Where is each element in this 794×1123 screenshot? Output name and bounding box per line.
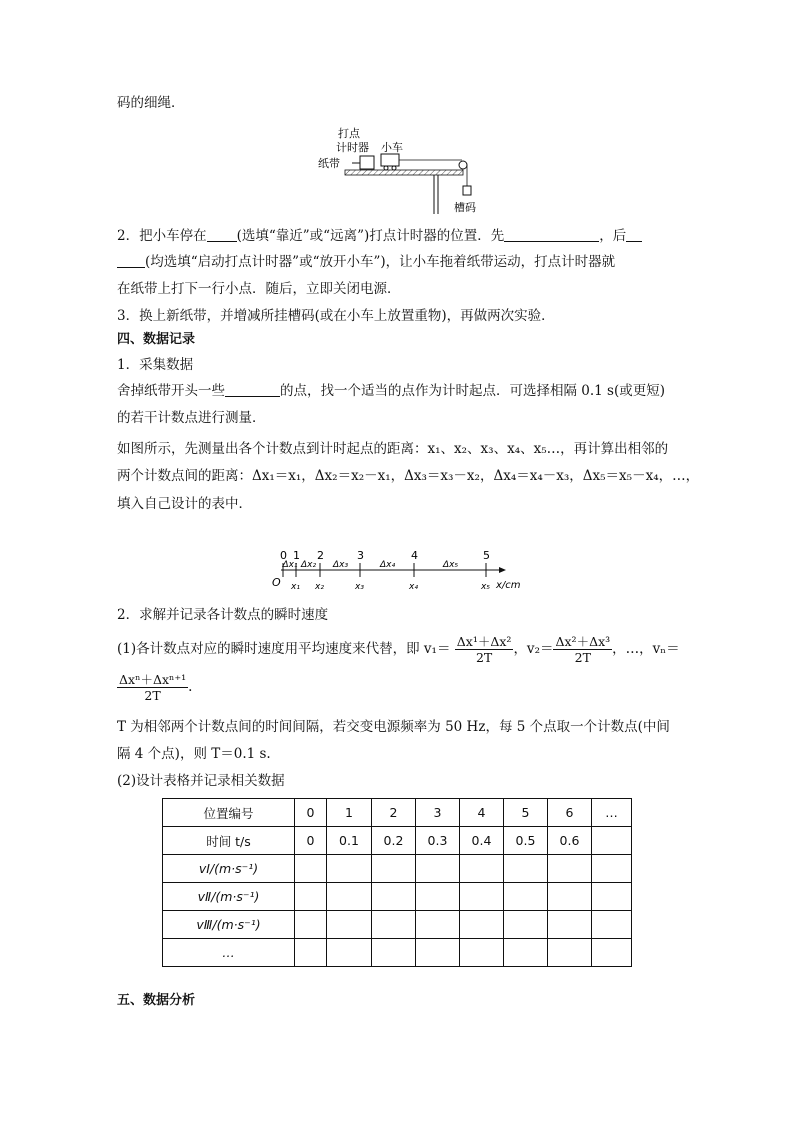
table-cell [327,883,372,911]
table-row [163,799,632,827]
table-cell [460,911,504,939]
count-point-label: 2 [317,549,324,562]
collect-line1: 舍掉纸带开头一些 的点，找一个适当的点作为计时起点．可选择相隔 0.1 s(或更短) [117,383,666,399]
table-cell [460,855,504,883]
collect-line5: 填入自己设计的表中． [117,496,252,512]
table-cell [372,911,416,939]
collect-line2: 的若干计数点进行测量． [117,410,266,426]
sub2-title: 2．求解并记录各计数点的瞬时速度 [117,607,329,623]
period-line2: 隔 4 个点)，则 T＝0.1 s. [117,746,271,762]
table-cell [592,883,632,911]
distance-label: x₃ [355,582,364,592]
cart [381,154,399,166]
table-cell [372,939,416,967]
row-header-cell: 位置编号 [163,799,295,827]
table-cell: 0.5 [504,827,548,855]
table-caption: (2)设计表格并记录相关数据 [117,773,285,789]
table-cell [592,827,632,855]
step2-line2: (均选填“启动打点计时器”或“放开小车”)，让小车拖着纸带运动，打点计时器就 [117,251,677,273]
intro-tail: 码的细绳． [117,95,185,111]
count-point-label: 0 [280,549,287,562]
interval-label: Δx₄ [380,560,396,570]
table-cell: 1 [327,799,372,827]
step2-line3: 在纸带上打下一行小点．随后，立即关闭电源． [117,281,401,297]
table-cell: 0.6 [548,827,592,855]
row-header-cell: … [163,939,295,967]
axis-label: x/cm [496,580,521,591]
table-cell [327,911,372,939]
table-cell [548,939,592,967]
weight [463,186,471,195]
table-cell [548,855,592,883]
table-cell [372,883,416,911]
distance-label: x₄ [409,582,418,592]
distance-label: x₂ [315,582,324,592]
table-cell [548,911,592,939]
table-cell: 0 [295,827,327,855]
row-header-cell: 时间 t/s [163,827,295,855]
period-line1: T 为相邻两个计数点间的时间间隔，若交变电源频率为 50 Hz，每 5 个点取一个计数点(中间 [117,719,670,735]
count-point-label: 4 [411,549,418,562]
collect-line4: 两个计数点间的距离：Δx₁＝x₁，Δx₂＝x₂－x₁，Δx₃＝x₃－x₂，Δx₄＝x₄－x₃，Δx₅＝x₅－x₄，…， [117,468,700,484]
track [345,170,463,175]
table-cell [295,855,327,883]
table-cell: 0.4 [460,827,504,855]
section4-title: 四、数据记录 [117,332,196,347]
table-cell [460,939,504,967]
table-row [163,827,632,855]
apparatus-diagram [0,118,794,218]
table-cell [504,939,548,967]
interval-label: Δx₃ [333,560,349,570]
table-cell [416,939,460,967]
cart-label: 小车 [381,141,403,154]
fraction-v2: $\frac{\text{Δx²＋Δx³}}{2T}$ [555,634,611,665]
table-cell [372,855,416,883]
table-cell [548,883,592,911]
table-cell: 4 [460,799,504,827]
row-header-cell: vⅡ/(m·s⁻¹) [163,883,295,911]
fraction-v1: $\frac{\text{Δx¹＋Δx²}}{2T}$ [456,634,512,665]
table-row [163,883,632,911]
count-point-label: 5 [483,549,490,562]
weight-label: 槽码 [454,201,476,214]
table-cell [327,855,372,883]
count-point-label: 3 [357,549,364,562]
row-header-cell: vⅢ/(m·s⁻¹) [163,911,295,939]
table-cell: 3 [416,799,460,827]
table-cell [592,939,632,967]
interval-label: Δx₁ [282,560,298,570]
distance-label: x₅ [481,582,490,592]
step2-line1: 2．把小车停在 (选填“靠近”或“远离”)打点计时器的位置．先 ，后 [117,225,677,247]
origin-label: O [272,576,281,589]
table-cell [460,883,504,911]
table-cell [504,911,548,939]
table-cell [592,911,632,939]
interval-label: Δx₅ [443,560,459,570]
timer-body [360,156,374,169]
table-cell [327,939,372,967]
step3: 3．换上新纸带，并增减所挂槽码(或在小车上放置重物)，再做两次实验． [117,308,555,324]
section5-title: 五、数据分析 [117,993,196,1008]
table-cell: 6 [548,799,592,827]
table-cell: 2 [372,799,416,827]
table-cell [504,883,548,911]
table-cell: 0.2 [372,827,416,855]
timer-label-2: 计时器 [336,141,369,154]
table-row [163,939,632,967]
table-cell: 5 [504,799,548,827]
table-cell [416,883,460,911]
distance-label: x₁ [291,582,300,592]
table-cell: … [592,799,632,827]
velocity-formula-line: (1)各计数点对应的瞬时速度用平均速度来代替，即 v₁＝ $\frac{\text{Δx¹＋Δx²}}{2T}$ ，v₂＝ $\frac{\text{Δx²＋Δx³}}{2T}$ ，…，vₙ＝ [117,634,680,665]
data-table [162,798,632,967]
table-cell: 0 [295,799,327,827]
tape-label: 纸带 [318,157,340,170]
table-cell [295,939,327,967]
tape-diagram [0,542,794,602]
velocity-formula-vn: $\frac{\text{Δxⁿ＋Δxⁿ⁺¹}}{2T}$ . [119,672,193,703]
table-cell [295,883,327,911]
collect-line3: 如图所示，先测量出各个计数点到计时起点的距离：x₁、x₂、x₃、x₄、x₅…，再计算出相邻的 [117,441,669,457]
count-point-label: 1 [293,549,300,562]
table-cell [592,855,632,883]
sub1-title: 1．采集数据 [117,357,194,373]
table-cell [416,855,460,883]
table-cell [504,855,548,883]
table-cell [416,911,460,939]
table-cell: 0.1 [327,827,372,855]
table-row [163,855,632,883]
table-cell: 0.3 [416,827,460,855]
interval-label: Δx₂ [301,560,317,570]
row-header-cell: vⅠ/(m·s⁻¹) [163,855,295,883]
fraction-vn: $\frac{\text{Δxⁿ＋Δxⁿ⁺¹}}{2T}$ [119,672,187,703]
table-cell [295,911,327,939]
timer-label-1: 打点 [338,127,360,140]
tape-axis-arrow [499,567,506,573]
pulley [459,161,467,169]
table-row [163,911,632,939]
